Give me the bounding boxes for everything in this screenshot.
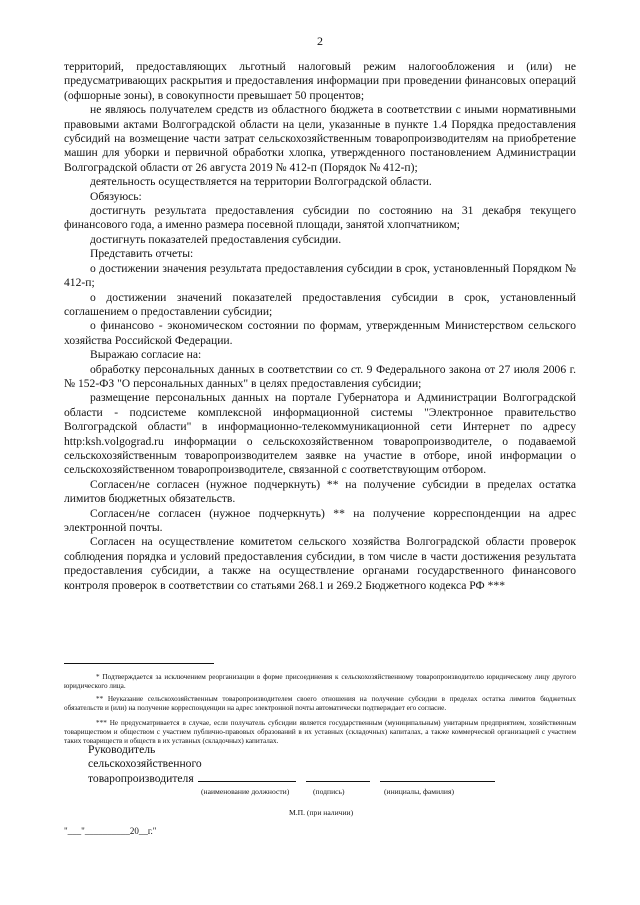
paragraph: Выражаю согласие на: — [90, 348, 202, 362]
footnote-separator — [64, 663, 214, 664]
footnote-text: *** Не предусматривается в случае, если получатель субсидии является государственным (муниципальным) унитарным предприятием, хозяйственным товариществом и обществом с участием публично-правовых образований в их уставных (складочных) капиталах, а также коммерческой организацией с участием таких товариществ и обществ в их уставных (складочных) капиталах. — [64, 719, 576, 746]
paragraph: о достижении значений показателей предоставления субсидии в срок, установленный соглашением о предоставлении субсидии; — [64, 290, 576, 318]
paragraph: Согласен/не согласен (нужное подчеркнуть) ** на получение субсидии в пределах остатка лимитов бюджетных обязательств. — [64, 477, 576, 506]
paragraph: не являюсь получателем средств из областного бюджета в соответствии с иными нормативными правовыми актами Волгоградской области на цели, указанные в пункте 1.4 Порядка предоставления субсидий на возмещение части затрат сельскохозяйственным товаропроизводителям на приобретение машин для уборки и первичной обработки хлопка, утвержденного постановлением Администрации Волгоградской области от 26 августа 2019 № 412-п (Порядок № 412-п); — [64, 103, 576, 174]
role-line: товаропроизводителя — [88, 771, 194, 785]
role-line: Руководитель — [88, 743, 156, 756]
name-caption: (инициалы, фамилия) — [384, 787, 455, 796]
position-caption: (наименование должности) — [201, 787, 290, 796]
paragraph: деятельность осуществляется на территории Волгоградской области. — [90, 175, 432, 189]
paragraph: о достижении значения результата предоставления субсидии в срок, установленный Порядком № 412-п; — [64, 261, 576, 290]
paragraph: достигнуть результата предоставления субсидии по состоянию на 31 декабря текущего финансового года, а именно размера посевной площади, занятой хлопчатником; — [64, 204, 576, 232]
footnote-text: * Подтверждается за исключением реорганизации в форме присоединения к сельскохозяйственному товаропроизводителю юридическому лицу другого юридического лица. — [64, 673, 576, 691]
document-body — [64, 60, 576, 593]
paragraph: размещение персональных данных на портале Губернатора и Администрации Волгоградской области - подсистеме комплексной информационной системы "Электронное правительство Волгоградской области" в информационно-телекоммуникационной сети Интернет по адресу http:ksh.volgograd.ru информации о сельскохозяйственном товаропроизводителе, о подаваемой сельскохозяйственным товаропроизводителем заявке на участие в отборе, иной информации о сельскохозяйственном товаропроизводителе, связанной с соответствующим отбором. — [64, 391, 576, 477]
paragraph: территорий, предоставляющих льготный налоговый режим налогообложения и (или) не предусматривающих раскрытия и предоставления информации при проведении финансовых операций (офшорные зоны), в совокупности превышает 50 процентов; — [64, 60, 576, 102]
paragraph: о финансово - экономическом состоянии по формам, утвержденным Министерством сельского хозяйства Российской Федерации. — [64, 319, 576, 347]
position-line — [198, 781, 296, 782]
paragraph: достигнуть показателей предоставления субсидии. — [90, 232, 342, 246]
page-number: 2 — [317, 34, 323, 48]
signature-line — [306, 781, 370, 782]
name-line — [380, 781, 495, 782]
role-line: сельскохозяйственного — [88, 757, 202, 771]
paragraph: обработку персональных данных в соответствии со ст. 9 Федерального закона от 27 июля 2006 г. № 152-ФЗ "О персональных данных" в целях предоставления субсидии; — [64, 362, 576, 390]
stamp-placeholder: М.П. (при наличии) — [289, 808, 354, 817]
paragraph: Согласен на осуществление комитетом сельского хозяйства Волгоградской области проверок соблюдения порядка и условий предоставления субсидии, в том числе в части достижения результата предоставления субсидии, а также на осуществление органами государственного финансового контроля проверок в соответствии со статьями 268.1 и 269.2 Бюджетного кодекса РФ *** — [64, 535, 576, 592]
paragraph: Представить отчеты: — [90, 247, 194, 261]
paragraph: Согласен/не согласен (нужное подчеркнуть) ** на получение корреспонденции на адрес электронной почты. — [64, 506, 576, 534]
signature-caption: (подпись) — [313, 787, 345, 796]
signature-role — [88, 743, 202, 786]
footnote-text: ** Неуказание сельскохозяйственным товаропроизводителем своего отношения на получение субсидии в пределах остатка лимитов бюджетных обязательств и (или) на получение корреспонденции на адрес электронной почты автоматически подтверждает его согласие. — [64, 695, 576, 713]
paragraph: Обязуюсь: — [90, 189, 142, 203]
date-line: "___"__________20__г." — [64, 826, 157, 836]
